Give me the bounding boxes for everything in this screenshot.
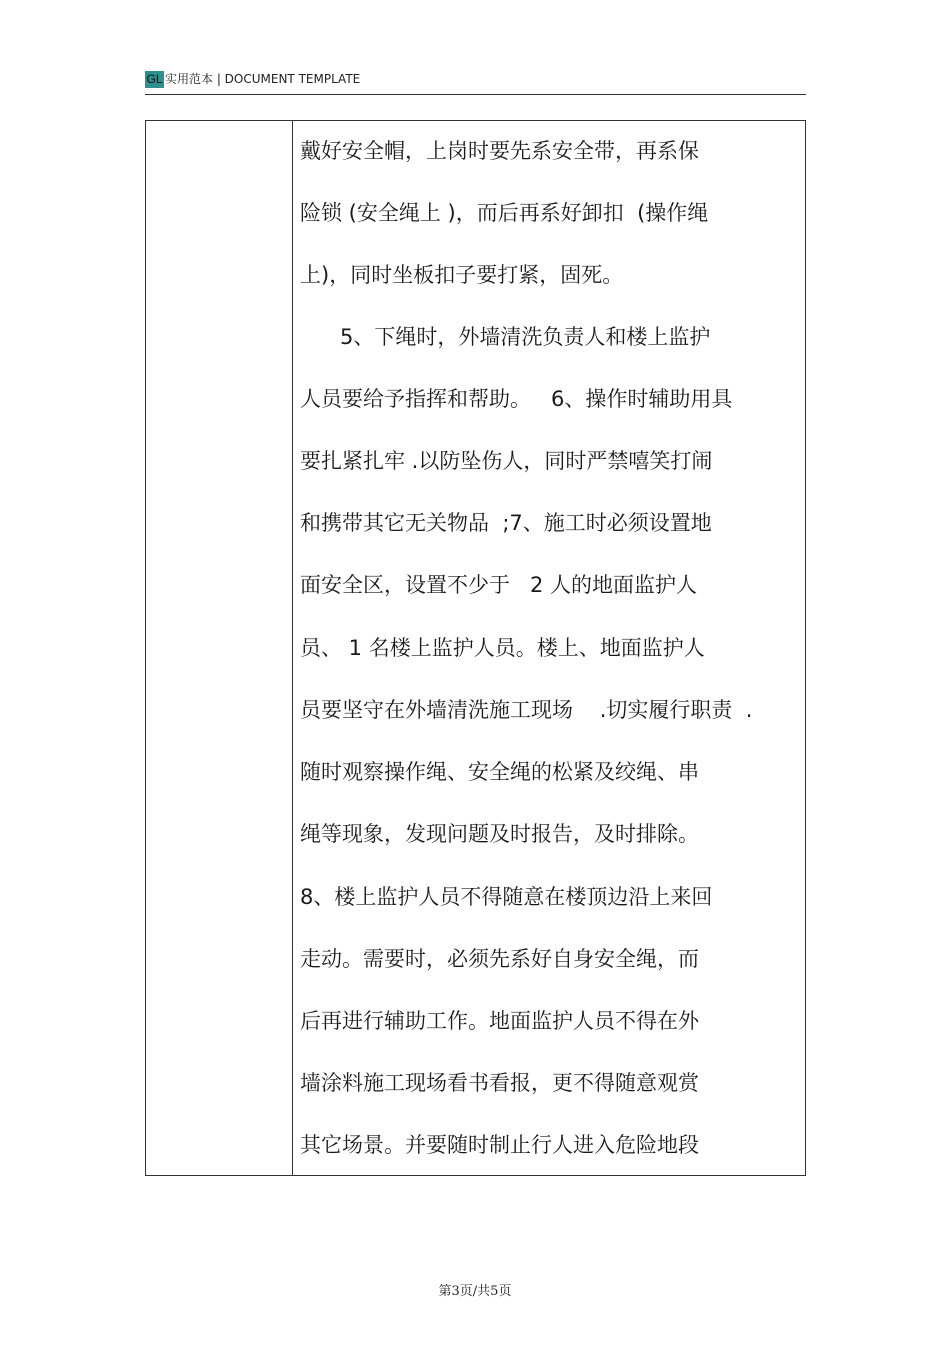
content-table <box>145 120 806 1176</box>
header-title: 实用范本 | DOCUMENT TEMPLATE <box>165 72 361 86</box>
body-line: 要扎紧扎牢 .以防坠伤人，同时严禁嘻笑打闹 <box>300 449 713 473</box>
body-line: 人员要给予指挥和帮助。 6、操作时辅助用具 <box>300 387 733 411</box>
table-content-cell <box>293 121 805 1175</box>
body-line: 员要坚守在外墙清洗施工现场 .切实履行职责 . <box>300 698 753 722</box>
page-number: 第3页/共5页 <box>438 1284 512 1299</box>
body-line: 5、下绳时，外墙清洗负责人和楼上监护 <box>300 325 711 349</box>
body-line: 上)，同时坐板扣子要打紧，固死。 <box>300 263 624 287</box>
body-line: 后再进行辅助工作。地面监护人员不得在外 <box>300 1009 699 1033</box>
body-line: 和携带其它无关物品 ;7、施工时必须设置地 <box>300 511 712 535</box>
body-line: 员、 1 名楼上监护人员。楼上、地面监护人 <box>300 636 705 660</box>
body-line: 戴好安全帽，上岗时要先系安全带，再系保 <box>300 139 699 163</box>
body-line: 走动。需要时，必须先系好自身安全绳，而 <box>300 947 699 971</box>
logo-badge: GL <box>146 72 163 86</box>
body-line: 墙涂料施工现场看书看报，更不得随意观赏 <box>300 1071 699 1095</box>
body-line: 面安全区，设置不少于 2 人的地面监护人 <box>300 573 698 597</box>
body-line: 8、楼上监护人员不得随意在楼顶边沿上来回 <box>300 885 713 909</box>
body-line: 险锁 (安全绳上 )，而后再系好卸扣 (操作绳 <box>300 201 709 225</box>
table-label-cell <box>146 121 293 1175</box>
body-line: 绳等现象，发现问题及时报告，及时排除。 <box>300 822 699 846</box>
body-line: 其它场景。并要随时制止行人进入危险地段 <box>300 1133 699 1157</box>
page-header <box>145 68 806 95</box>
body-line: 随时观察操作绳、安全绳的松紧及绞绳、串 <box>300 760 699 784</box>
